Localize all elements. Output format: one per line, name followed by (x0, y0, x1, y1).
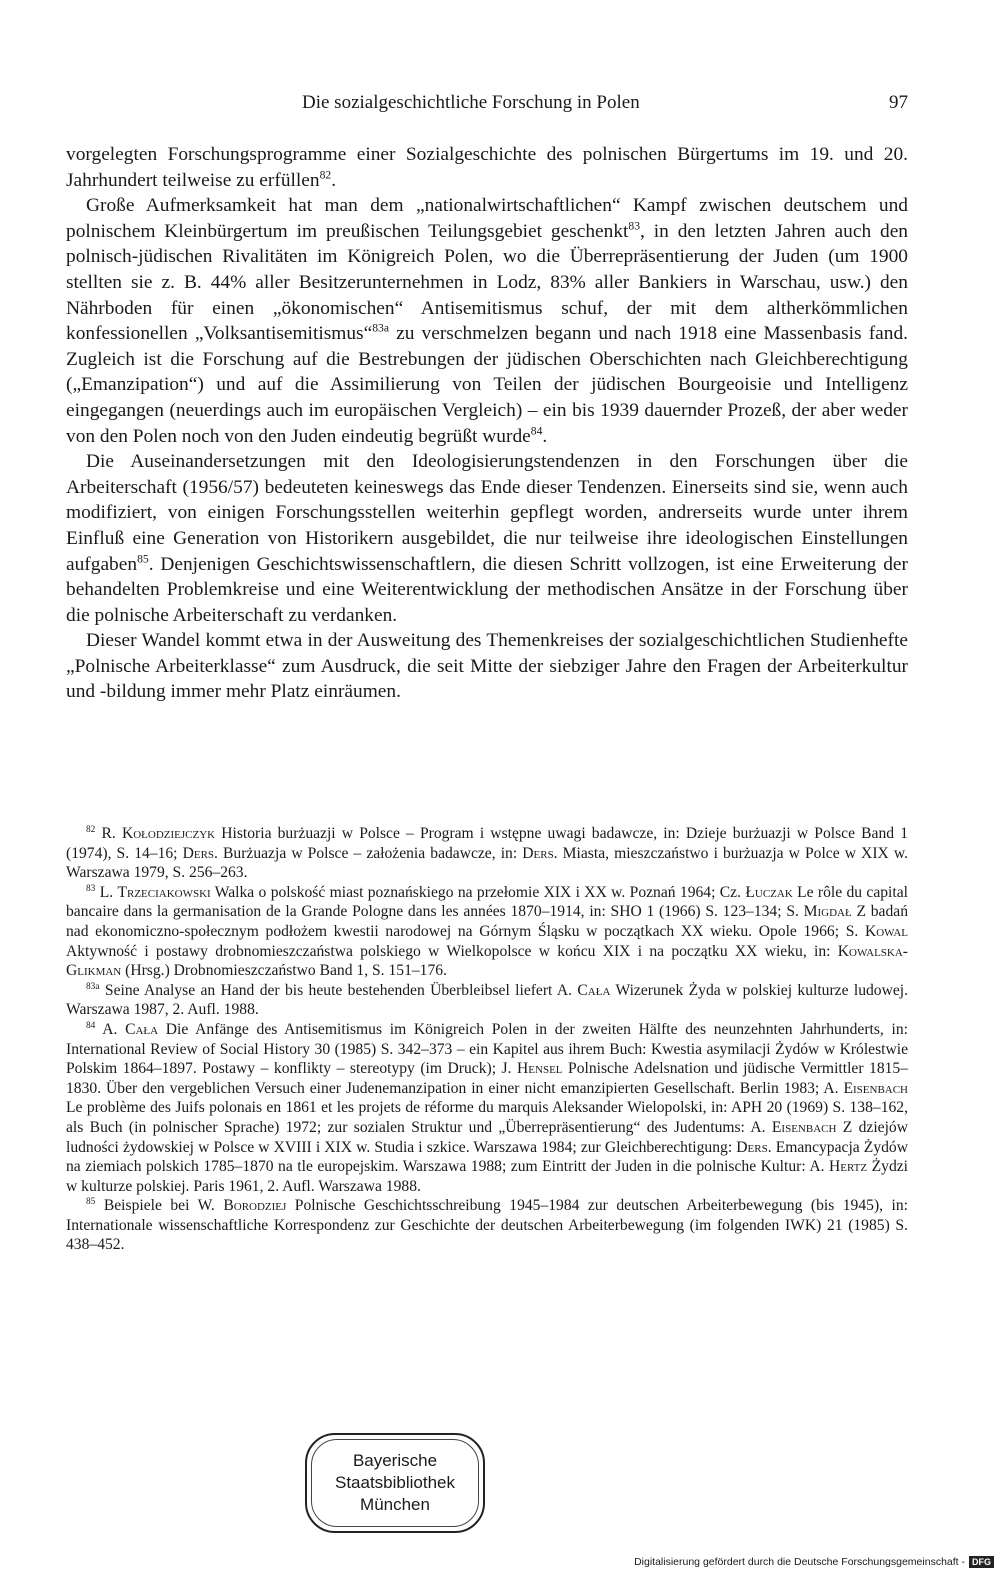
footnotes (66, 824, 908, 1255)
body-text (66, 142, 908, 705)
footnote-83: $^{83}$ L. Trzeciakowski Walka o polskość miast poznańskiego na przełomie XIX i XX w. Poznań 1964; Cz. Łuczak Le rôle du capital bancaire dans la germanisation de la Grande Pologne dans les années 1870–1914, in: SHO 1 (1966) S. 123–134; S. Migdał Z badań nad ekonomiczno-społecznym podłożem kwestii narodowej na Górnym Śląsku w początkach XX wieku. Opole 1966; S. Kowal Aktywność i postawy drobnomieszczaństwa polskiego w Wielkopolsce w końcu XIX i na początku XX wieku, in: Kowalska-Glikman (Hrsg.) Drobnomieszczaństwo Band 1, S. 151–176. (66, 883, 908, 980)
library-stamp (305, 1433, 485, 1533)
footnote-ref-83a[interactable]: 83a (372, 321, 389, 335)
paragraph-1: vorgelegten Forschungsprogramme einer Sozialgeschichte des polnischen Bürgertums im 19. und 20. Jahrhundert teilweise zu erfüllen$^{82}$. (66, 144, 908, 191)
footnote-84: $^{84}$ A. Cała Die Anfänge des Antisemitismus im Königreich Polen in der zweiten Hälfte des neunzehnten Jahrhunderts, in: International Review of Social History 30 (1985) S. 342–373 – ein Kapitel aus ihrem Buch: Kwestia asymilacji Żydów w Królestwie Polskim 1864–1897. Postawy – konflikty – stereotypy (im Druck); J. Hensel Polnische Adelsnation und jüdische Vermittler 1815–1830. Über den vergeblichen Versuch einer Judenemanzipation in einer nicht emanzipierten Gesellschaft. Berlin 1983; A. Eisenbach Le problème des Juifs polonais en 1861 et les projets de réforme du marquis Aleksander Wielopolski, in: APH 20 (1969) S. 138–162, als Buch (in polnischer Sprache) 1972; zur sozialen Struktur und „Überrepräsentierung“ des Judentums: A. Eisenbach Z dziejów ludności żydowskiej w Polsce w XVIII i XIX w. Studia i szkice. Warszawa 1984; zur Gleichberechtigung: Ders. Emancypacja Żydów na ziemiach polskich 1785–1870 na tle europejskim. Warszawa 1988; zum Eintritt der Juden in die polnische Kultur: A. Hertz Żydzi w kulturze polskiej. Paris 1961, 2. Aufl. Warszawa 1988. (66, 1020, 909, 1195)
stamp-line-2: Staatsbibliothek (334, 1473, 456, 1492)
paragraph-2: Große Aufmerksamkeit hat man dem „nationalwirtschaftlichen“ Kampf zwischen deutschem und polnischem Kleinbürgertum im preußischen Teilungsgebiet geschenkt$^{83}$, in den letzten Jahren auch den polnisch-jüdischen Rivalitäten im Königreich Polen, wo die Überrepräsentierung der Juden (um 1900 stellten sie z. B. 44% aller Besitzerunternehmen in Lodz, 83% aller Bankiers in Warschau, usw.) den Nährboden für einen „ökonomischen“ Antisemitismus schuf, der mit dem altherkömmlichen konfessionellen „Volksantisemitismus“$^{83a}$ zu verschmelzen begann und nach 1918 eine Massenbasis fand. Zugleich ist die Forschung auf die Bestrebungen der jüdischen Oberschichten nach Gleichberechtigung („Emanzipation“) und auf die Assimilierung von Teilen der jüdischen Bourgeoisie und Intelligenz eingegangen (neuerdings auch im europäischen Vergleich) – ein bis 1939 dauernder Prozeß, der aber weder von den Polen noch von den Juden eindeutig begrüßt wurde$^{84}$. (66, 195, 909, 447)
stamp-line-1: Bayerische (352, 1451, 438, 1470)
footnote-85: $^{85}$ Beispiele bei W. Borodziej Polnische Geschichtsschreibung 1945–1984 zur deutschen Arbeiterbewegung (bis 1945), in: Internationale wissenschaftliche Korrespondenz zur Geschichte der deutschen Arbeiterbewegung (im folgenden IWK) 21 (1985) S. 438–452. (66, 1197, 908, 1254)
page-number: 97 (889, 92, 908, 113)
paragraph-3: Die Auseinandersetzungen mit den Ideologisierungstendenzen in den Forschungen über die Arbeiterschaft (1956/57) bedeuteten keineswegs das Ende dieser Tendenzen. Einerseits sind sie, wenn auch modifiziert, von einigen Forschungsstellen weiterhin gepflegt worden, andrerseits wurde unter ihrem Einfluß eine Generation von Historikern ausgebildet, die nur teilweise ihre ideologischen Einstellungen aufgaben$^{85}$. Denjenigen Geschichtswissenschaftlern, die diesen Schritt vollzogen, ist eine Erweiterung der behandelten Problemkreise und eine Weiterentwicklung der methodischen Ansätze in der Forschung über die polnische Arbeiterschaft zu verdanken. (66, 451, 908, 626)
footnote-82: $^{82}$ R. Kołodziejczyk Historia burżuazji w Polsce – Program i wstępne uwagi badawcze, in: Dzieje burżuazji w Polsce Band 1 (1974), S. 14–16; Ders. Burżuazja w Polsce – założenia badawcze, in: Ders. Miasta, mieszczaństwo i burżuazja w Polce w XIX w. Warszawa 1979, S. 256–263. (66, 824, 909, 882)
digitization-footer (634, 1556, 994, 1568)
dfg-logo-icon: DFG (969, 1556, 994, 1568)
footnote-ref-85[interactable]: 85 (137, 552, 149, 566)
footnote-ref-82[interactable]: 82 (319, 168, 332, 182)
footnote-83a: $^{83a}$ Seine Analyse an Hand der bis heute bestehenden Überbleibsel liefert A. Cała Wizerunek Żyda w polskiej kulturze ludowej. Warszawa 1987, 2. Aufl. 1988. (66, 981, 908, 1019)
paragraph-4: Dieser Wandel kommt etwa in der Ausweitung des Themenkreises der sozialgeschichtlichen Studienhefte „Polnische Arbeiterklasse“ zum Ausdruck, die seit Mitte der siebziger Jahre den Fragen der Arbeiterkultur und -bildung immer mehr Platz einräumen. (66, 630, 908, 703)
footer-text: Digitalisierung gefördert durch die Deutsche Forschungsgemeinschaft - (634, 1556, 965, 1568)
stamp-line-3: München (360, 1495, 430, 1514)
running-head (66, 92, 908, 118)
footnote-ref-83[interactable]: 83 (628, 219, 641, 233)
stamp-inner-border (311, 1439, 479, 1527)
running-head-title: Die sozialgeschichtliche Forschung in Polen (302, 92, 640, 113)
footnote-ref-84[interactable]: 84 (530, 424, 543, 438)
